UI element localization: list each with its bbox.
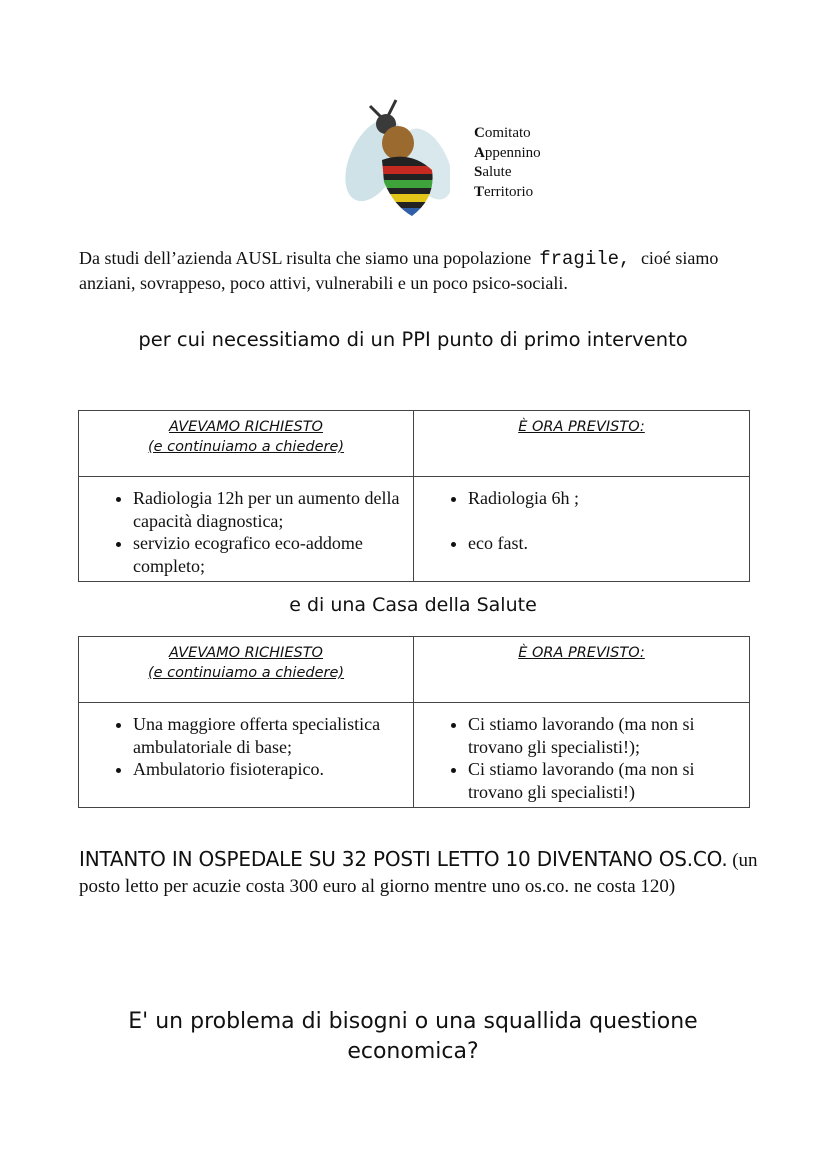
section-heading-ppi: per cui necessitiamo di un PPI punto di primo intervento <box>138 328 688 351</box>
logo-line-4: Territorio <box>474 183 534 200</box>
cell-requested <box>79 703 414 808</box>
notice-headline: INTANTO IN OSPEDALE SU 32 POSTI LETTO 10 DIVENTANO OS.CO. <box>79 847 728 871</box>
header-cell-requested: AVEVAMO RICHIESTO (e continuiamo a chiedere) <box>79 637 414 703</box>
logo-line-2: Appennino <box>474 144 541 161</box>
comparison-table-casa-salute <box>78 636 750 808</box>
cell-requested <box>79 477 414 582</box>
logo-line-3: Salute <box>474 164 512 180</box>
list-item: • servizio ecografico eco-addome completo; <box>133 532 405 577</box>
logo-text <box>474 124 541 202</box>
list-item: • Ambulatorio fisioterapico. <box>133 758 405 781</box>
header-cell-planned: È ORA PREVISTO: <box>414 637 750 703</box>
list-item: • Una maggiore offerta specialistica ambulatoriale di base; <box>133 713 405 758</box>
logo-line-1: Comitato <box>474 125 531 141</box>
section-heading-casa-salute: e di una Casa della Salute <box>289 594 537 616</box>
list-item: • Radiologia 6h ; <box>468 487 741 510</box>
intro-paragraph: Da studi dell’azienda AUSL risulta che siamo una popolazione fragile, cioé siamo anziani, sovrappeso, poco attivi, vulnerabili e un poco psico-sociali. <box>79 248 719 293</box>
table-row <box>79 477 750 582</box>
comparison-table-ppi <box>78 410 750 582</box>
cell-planned <box>414 477 750 582</box>
bee-logo <box>340 98 450 220</box>
notice-paragraph: INTANTO IN OSPEDALE SU 32 POSTI LETTO 10 DIVENTANO OS.CO. (un posto letto per acuzie costa 300 euro al giorno mentre uno os.co. ne costa 120) <box>79 847 758 897</box>
list-item: • Radiologia 12h per un aumento della capacità diagnostica; <box>133 487 405 532</box>
list-item: • Ci stiamo lavorando (ma non si trovano gli specialisti!) <box>468 758 741 803</box>
bee-icon <box>340 98 450 220</box>
header-cell-requested: AVEVAMO RICHIESTO (e continuiamo a chiedere) <box>79 411 414 477</box>
intro-emphasis: fragile, <box>539 248 631 270</box>
table-header-row <box>79 411 750 477</box>
table-row <box>79 703 750 808</box>
header-cell-planned: È ORA PREVISTO: <box>414 411 750 477</box>
list-item: • Ci stiamo lavorando (ma non si trovano gli specialisti!); <box>468 713 741 758</box>
list-item: • eco fast. <box>468 532 741 555</box>
closing-question: E' un problema di bisogni o una squallida questione economica? <box>128 1009 698 1064</box>
table-header-row <box>79 637 750 703</box>
cell-planned <box>414 703 750 808</box>
